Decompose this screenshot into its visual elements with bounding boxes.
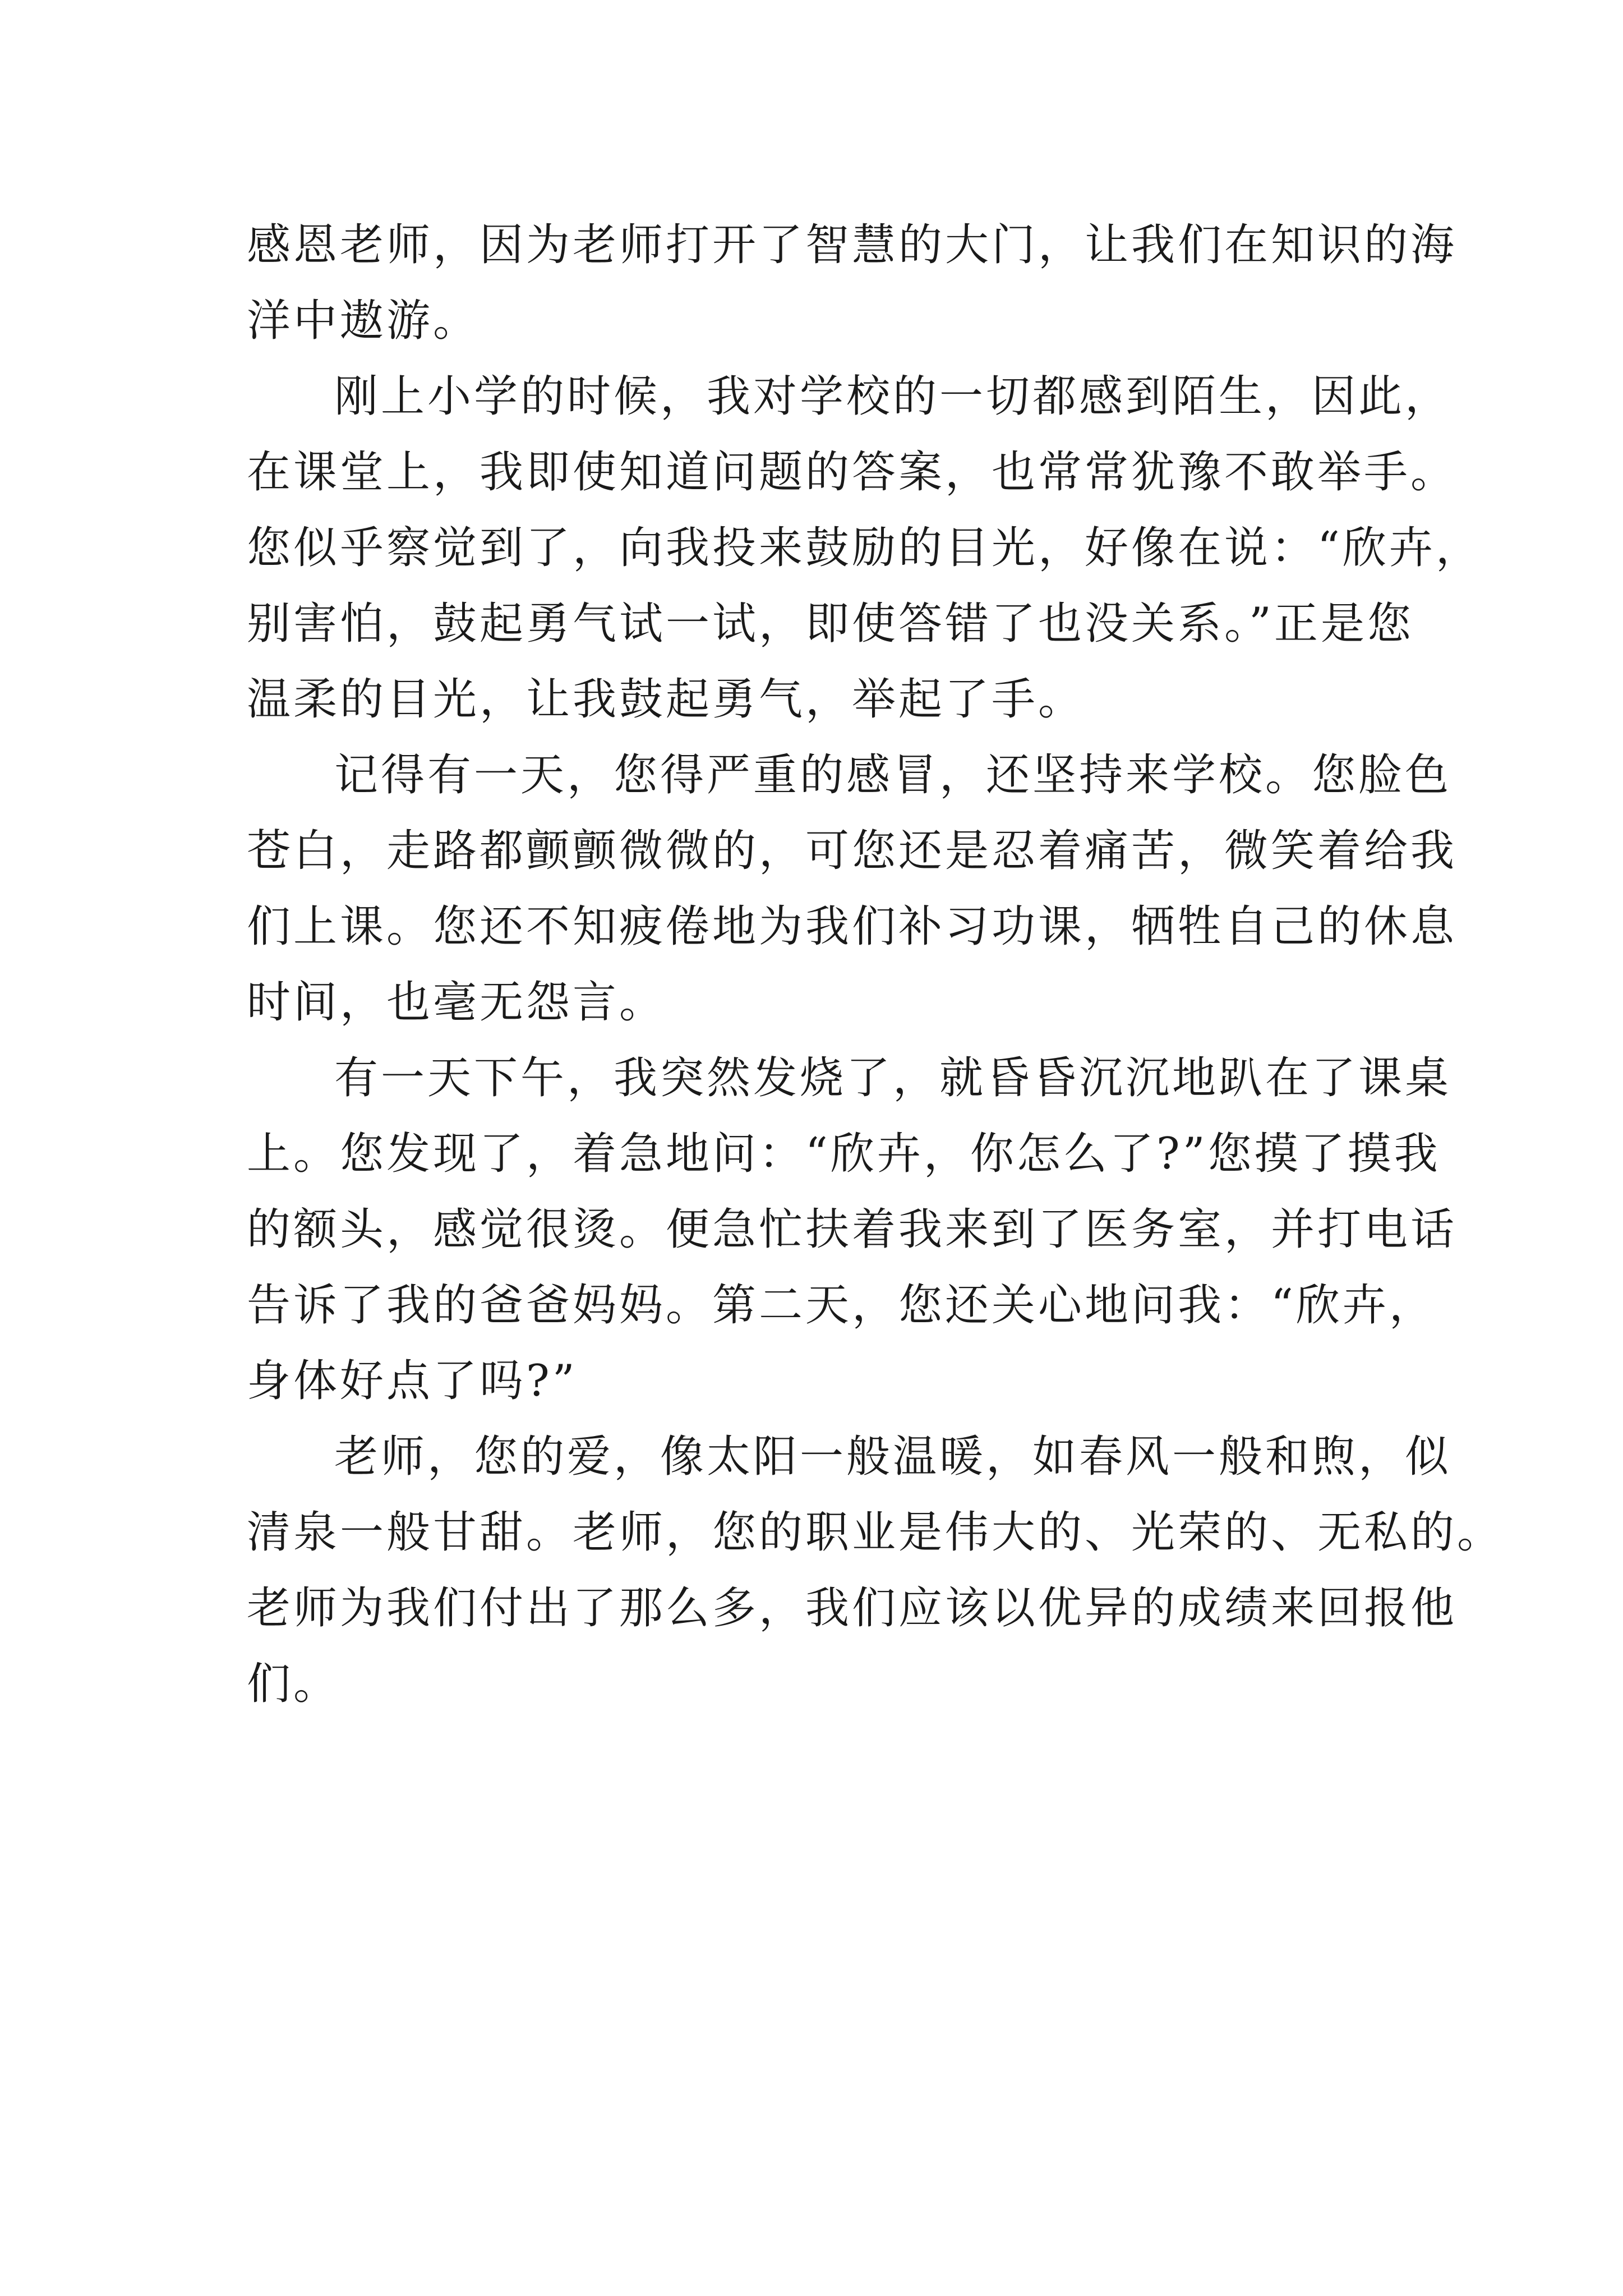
text-line: 别害怕，鼓起勇气试一试，即使答错了也没关系。”正是您 — [247, 599, 1414, 649]
essay-body — [247, 208, 1504, 1722]
text-line: 洋中遨游。 — [247, 296, 480, 346]
text-line: 老师为我们付出了那么多，我们应该以优异的成绩来回报他 — [247, 1583, 1458, 1634]
text-line: 清泉一般甘甜。老师，您的职业是伟大的、光荣的、无私的。 — [247, 1507, 1504, 1558]
paragraph-start-line: 有一天下午，我突然发烧了，就昏昏沉沉地趴在了课桌 — [334, 1053, 1452, 1103]
text-line: 温柔的目光，让我鼓起勇气，举起了手。 — [247, 674, 1085, 725]
text-line: 身体好点了吗?” — [247, 1356, 578, 1406]
paragraph-start-line: 记得有一天，您得严重的感冒，还坚持来学校。您脸色 — [334, 750, 1452, 800]
text-line: 在课堂上，我即使知道问题的答案，也常常犹豫不敢举手。 — [247, 447, 1458, 498]
paragraph-start-line: 刚上小学的时候，我对学校的一切都感到陌生，因此， — [334, 371, 1452, 422]
text-line: 您似乎察觉到了，向我投来鼓励的目光，好像在说：“欣卉， — [247, 523, 1482, 573]
text-line: 上。您发现了，着急地问：“欣卉，你怎么了?”您摸了摸我 — [247, 1129, 1441, 1179]
paragraph-start-line: 老师，您的爱，像太阳一般温暖，如春风一般和煦，似 — [334, 1432, 1452, 1482]
text-line: 感恩老师，因为老师打开了智慧的大门，让我们在知识的海 — [247, 220, 1458, 270]
text-line: 苍白，走路都颤颤微微的，可您还是忍着痛苦，微笑着给我 — [247, 826, 1458, 876]
text-line: 们。 — [247, 1659, 340, 1709]
text-line: 时间，也毫无怨言。 — [247, 977, 666, 1028]
text-line: 的额头，感觉很烫。便急忙扶着我来到了医务室，并打电话 — [247, 1204, 1458, 1255]
text-line: 告诉了我的爸爸妈妈。第二天，您还关心地问我：“欣卉， — [247, 1280, 1436, 1331]
text-line: 们上课。您还不知疲倦地为我们补习功课，牺牲自己的休息 — [247, 901, 1458, 952]
